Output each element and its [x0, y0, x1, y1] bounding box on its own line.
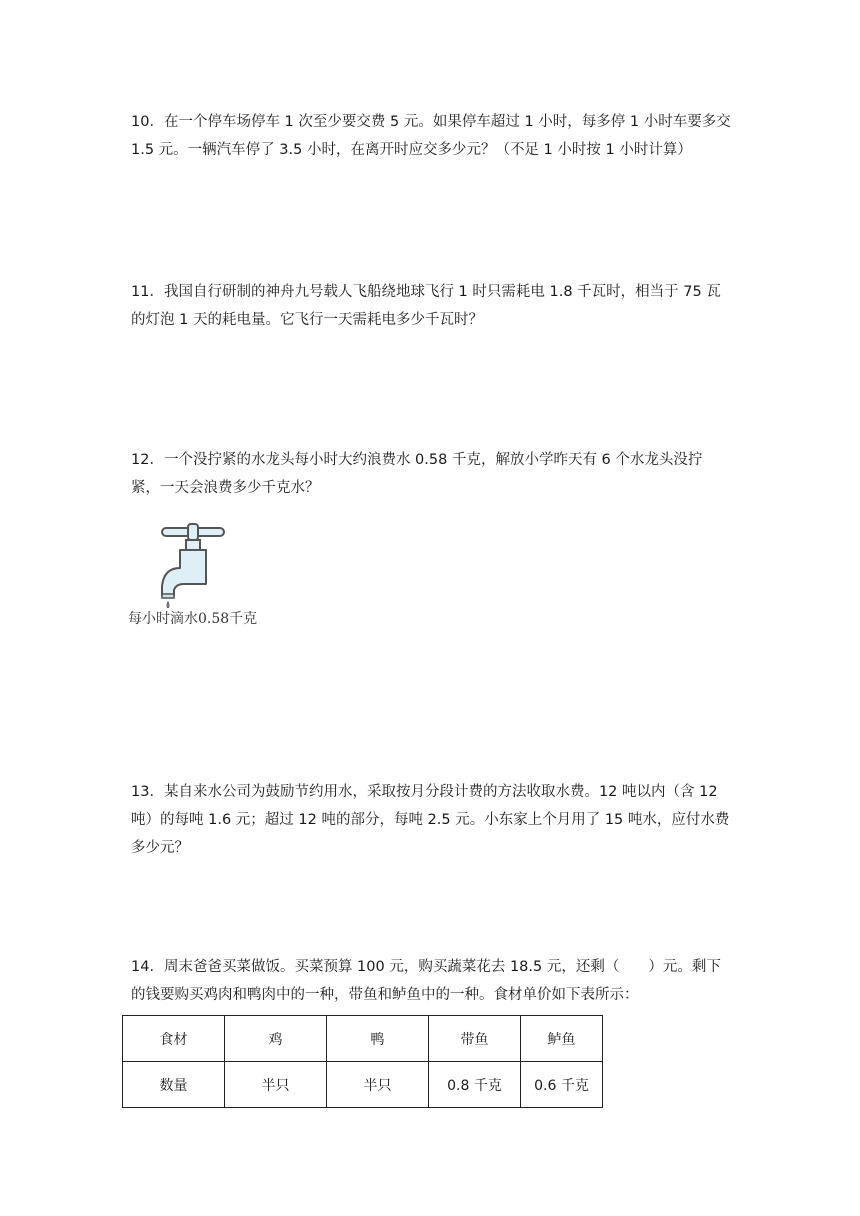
table-header-cell: 食材: [123, 1016, 225, 1062]
question-13: 13．某自来水公司为鼓励节约用水，采取按月分段计费的方法收取水费。12 吨以内（含 12 吨）的每吨 1.6 元；超过 12 吨的部分，每吨 2.5 元。小东家上个月用了 15 吨水，应付水费多少元？: [131, 784, 730, 856]
table-cell: 0.8 千克: [429, 1062, 521, 1108]
table-cell: 数量: [123, 1062, 225, 1108]
question-12: 12．一个没拧紧的水龙头每小时大约浪费水 0.58 千克，解放小学昨天有 6 个水龙头没拧紧，一天会浪费多少千克水？: [131, 452, 703, 496]
table-header-cell: 鸭: [327, 1016, 429, 1062]
table-row: [123, 1062, 603, 1108]
question-14: 14．周末爸爸买菜做饭。买菜预算 100 元，购买蔬菜花去 18.5 元，还剩（ ）元。剩下的钱要购买鸡肉和鸭肉中的一种，带鱼和鲈鱼中的一种。食材单价如下表所示：: [131, 959, 721, 1003]
question-11: 11．我国自行研制的神舟九号载人飞船绕地球飞行 1 时只需耗电 1.8 千瓦时，相当于 75 瓦的灯泡 1 天的耗电量。它飞行一天需耗电多少千瓦时？: [131, 284, 721, 328]
table-row: [123, 1016, 603, 1062]
faucet-illustration: [128, 522, 268, 632]
water-faucet-icon: [158, 522, 238, 608]
question-10: 10．在一个停车场停车 1 次至少要交费 5 元。如果停车超过 1 小时，每多停 1 小时车要多交 1.5 元。一辆汽车停了 3.5 小时，在离开时应交多少元？（不足 1 小时按 1 小时计算）: [131, 114, 731, 158]
table-header-cell: 鸡: [225, 1016, 327, 1062]
table-cell: 半只: [225, 1062, 327, 1108]
price-table: [122, 1015, 603, 1108]
table-header-cell: 鲈鱼: [521, 1016, 603, 1062]
table-header-cell: 带鱼: [429, 1016, 521, 1062]
table-cell: 半只: [327, 1062, 429, 1108]
table-cell: 0.6 千克: [521, 1062, 603, 1108]
faucet-caption: 每小时滴水0.58千克: [128, 611, 258, 627]
